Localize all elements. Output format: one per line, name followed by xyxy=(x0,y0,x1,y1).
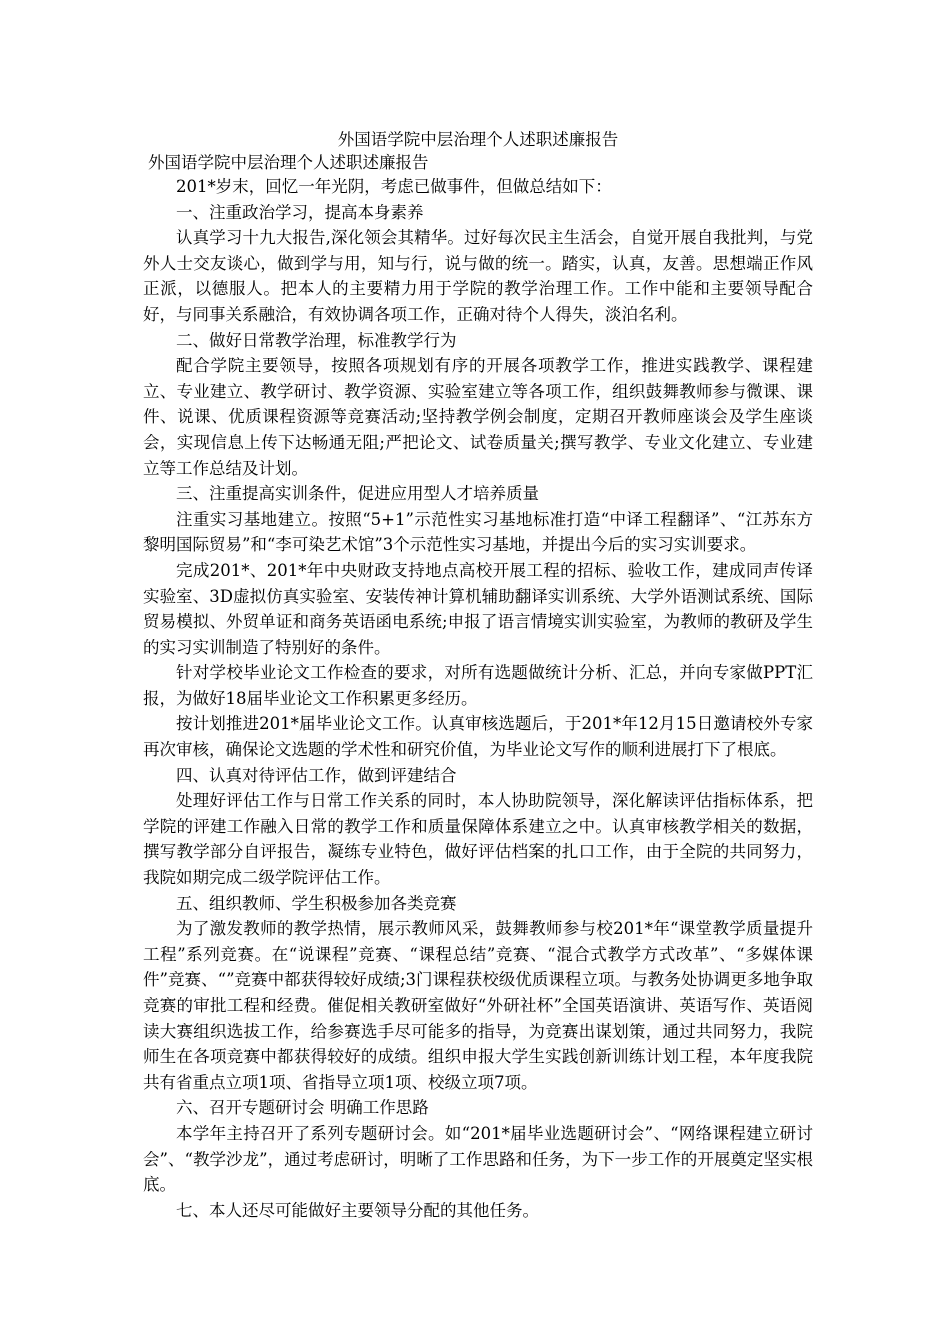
section-heading: 六、召开专题研讨会 明确工作思路 xyxy=(176,1098,429,1118)
section-1 xyxy=(143,200,813,328)
section-paragraph: 认真学习十九大报告,深化领会其精华。过好每次民主生活会，自觉开展自我批判，与党外人士交友谈心，做到学与用，知与行，说与做的统一。踏实，认真，友善。思想端正作风正派，以德服人。把本人的主要精力用于学院的教学治理工作。工作中能和主要领导配合好，与同事关系融洽，有效协调各项工作，正确对待个人得失，淡泊名利。 xyxy=(143,228,813,324)
section-heading: 二、做好日常教学治理，标准教学行为 xyxy=(176,330,457,350)
section-heading: 七、本人还尽可能做好主要领导分配的其他任务。 xyxy=(176,1200,539,1220)
section-7 xyxy=(143,1198,813,1224)
section-5 xyxy=(143,891,813,1096)
section-heading: 三、注重提高实训条件，促进应用型人才培养质量 xyxy=(176,484,539,504)
section-2 xyxy=(143,328,813,482)
section-paragraph: 为了激发教师的教学热情，展示教师风采，鼓舞教师参与校201*年“课堂教学质量提升工程”系列竞赛。在“说课程”竞赛、“课程总结”竞赛、“混合式教学方式改革”、“多媒体课件”竞赛、“”竞赛中都获得较好成绩;3门课程获校级优质课程立项。与教务处协调更多地争取竞赛的审批工程和经费。催促相关教研室做好“外研社杯”全国英语演讲、英语写作、英语阅读大赛组织选拔工作，给参赛选手尽可能多的指导，为竞赛出谋划策，通过共同努力，我院师生在各项竞赛中都获得较好的成绩。组织申报大学生实践创新训练计划工程，本年度我院共有省重点立项1项、省指导立项1项、校级立项7项。 xyxy=(143,919,813,1092)
section-heading: 一、注重政治学习，提高本身素养 xyxy=(176,202,424,222)
section-paragraph: 处理好评估工作与日常工作关系的同时，本人协助院领导，深化解读评估指标体系，把学院的评建工作融入日常的教学工作和质量保障体系建立之中。认真审核教学相关的数据，撰写教学部分自评报告，凝练专业特色，做好评估档案的扎口工作，由于全院的共同努力，我院如期完成二级学院评估工作。 xyxy=(143,791,813,888)
section-paragraph: 本学年主持召开了系列专题研讨会。如“201*届毕业选题研讨会”、“网络课程建立研讨会”、“教学沙龙”，通过考虑研讨，明晰了工作思路和任务，为下一步工作的开展奠定坚实根底。 xyxy=(143,1123,813,1195)
section-paragraph: 针对学校毕业论文工作检查的要求，对所有选题做统计分析、汇总，并向专家做PPT汇报，为做好18届毕业论文工作积累更多经历。 xyxy=(143,663,813,708)
section-6 xyxy=(143,1095,813,1197)
document-title: 外国语学院中层治理个人述职述廉报告 xyxy=(337,130,619,149)
section-paragraph: 注重实习基地建立。按照“5+1”示范性实习基地标准打造“中译工程翻译”、“江苏东方黎明国际贸易”和“李可染艺术馆”3个示范性实习基地，并提出今后的实习实训要求。 xyxy=(143,509,813,555)
section-heading: 五、组织教师、学生积极参加各类竞赛 xyxy=(176,893,457,913)
intro-paragraph: 201*岁末，回忆一年光阴，考虑已做事件，但做总结如下： xyxy=(176,177,612,196)
section-paragraph: 按计划推进201*届毕业论文工作。认真审核选题后，于201*年12月15日邀请校外专家再次审核，确保论文选题的学术性和研究价值，为毕业论文写作的顺利进展打下了根底。 xyxy=(143,714,813,760)
section-paragraph: 配合学院主要领导，按照各项规划有序的开展各项教学工作，推进实践教学、课程建立、专业建立、教学研讨、教学资源、实验室建立等各项工作，组织鼓舞教师参与微课、课件、说课、优质课程资源等竞赛活动;坚持教学例会制度，定期召开教师座谈会及学生座谈会，实现信息上传下达畅通无阻;严把论文、试卷质量关;撰写教学、专业文化建立、专业建立等工作总结及计划。 xyxy=(143,356,813,478)
document-subtitle: 外国语学院中层治理个人述职述廉报告 xyxy=(148,153,429,172)
section-4 xyxy=(143,763,813,891)
section-paragraph: 完成201*、201*年中央财政支持地点高校开展工程的招标、验收工作，建成同声传译实验室、3D虚拟仿真实验室、安装传神计算机辅助翻译实训系统、大学外语测试系统、国际贸易模拟、外贸单证和商务英语函电系统;申报了语言情境实训实验室，为教师的教研及学生的实习实训制造了特别好的条件。 xyxy=(143,560,813,657)
section-heading: 四、认真对待评估工作，做到评建结合 xyxy=(176,765,457,785)
section-3 xyxy=(143,481,813,763)
document-page xyxy=(143,128,813,1223)
